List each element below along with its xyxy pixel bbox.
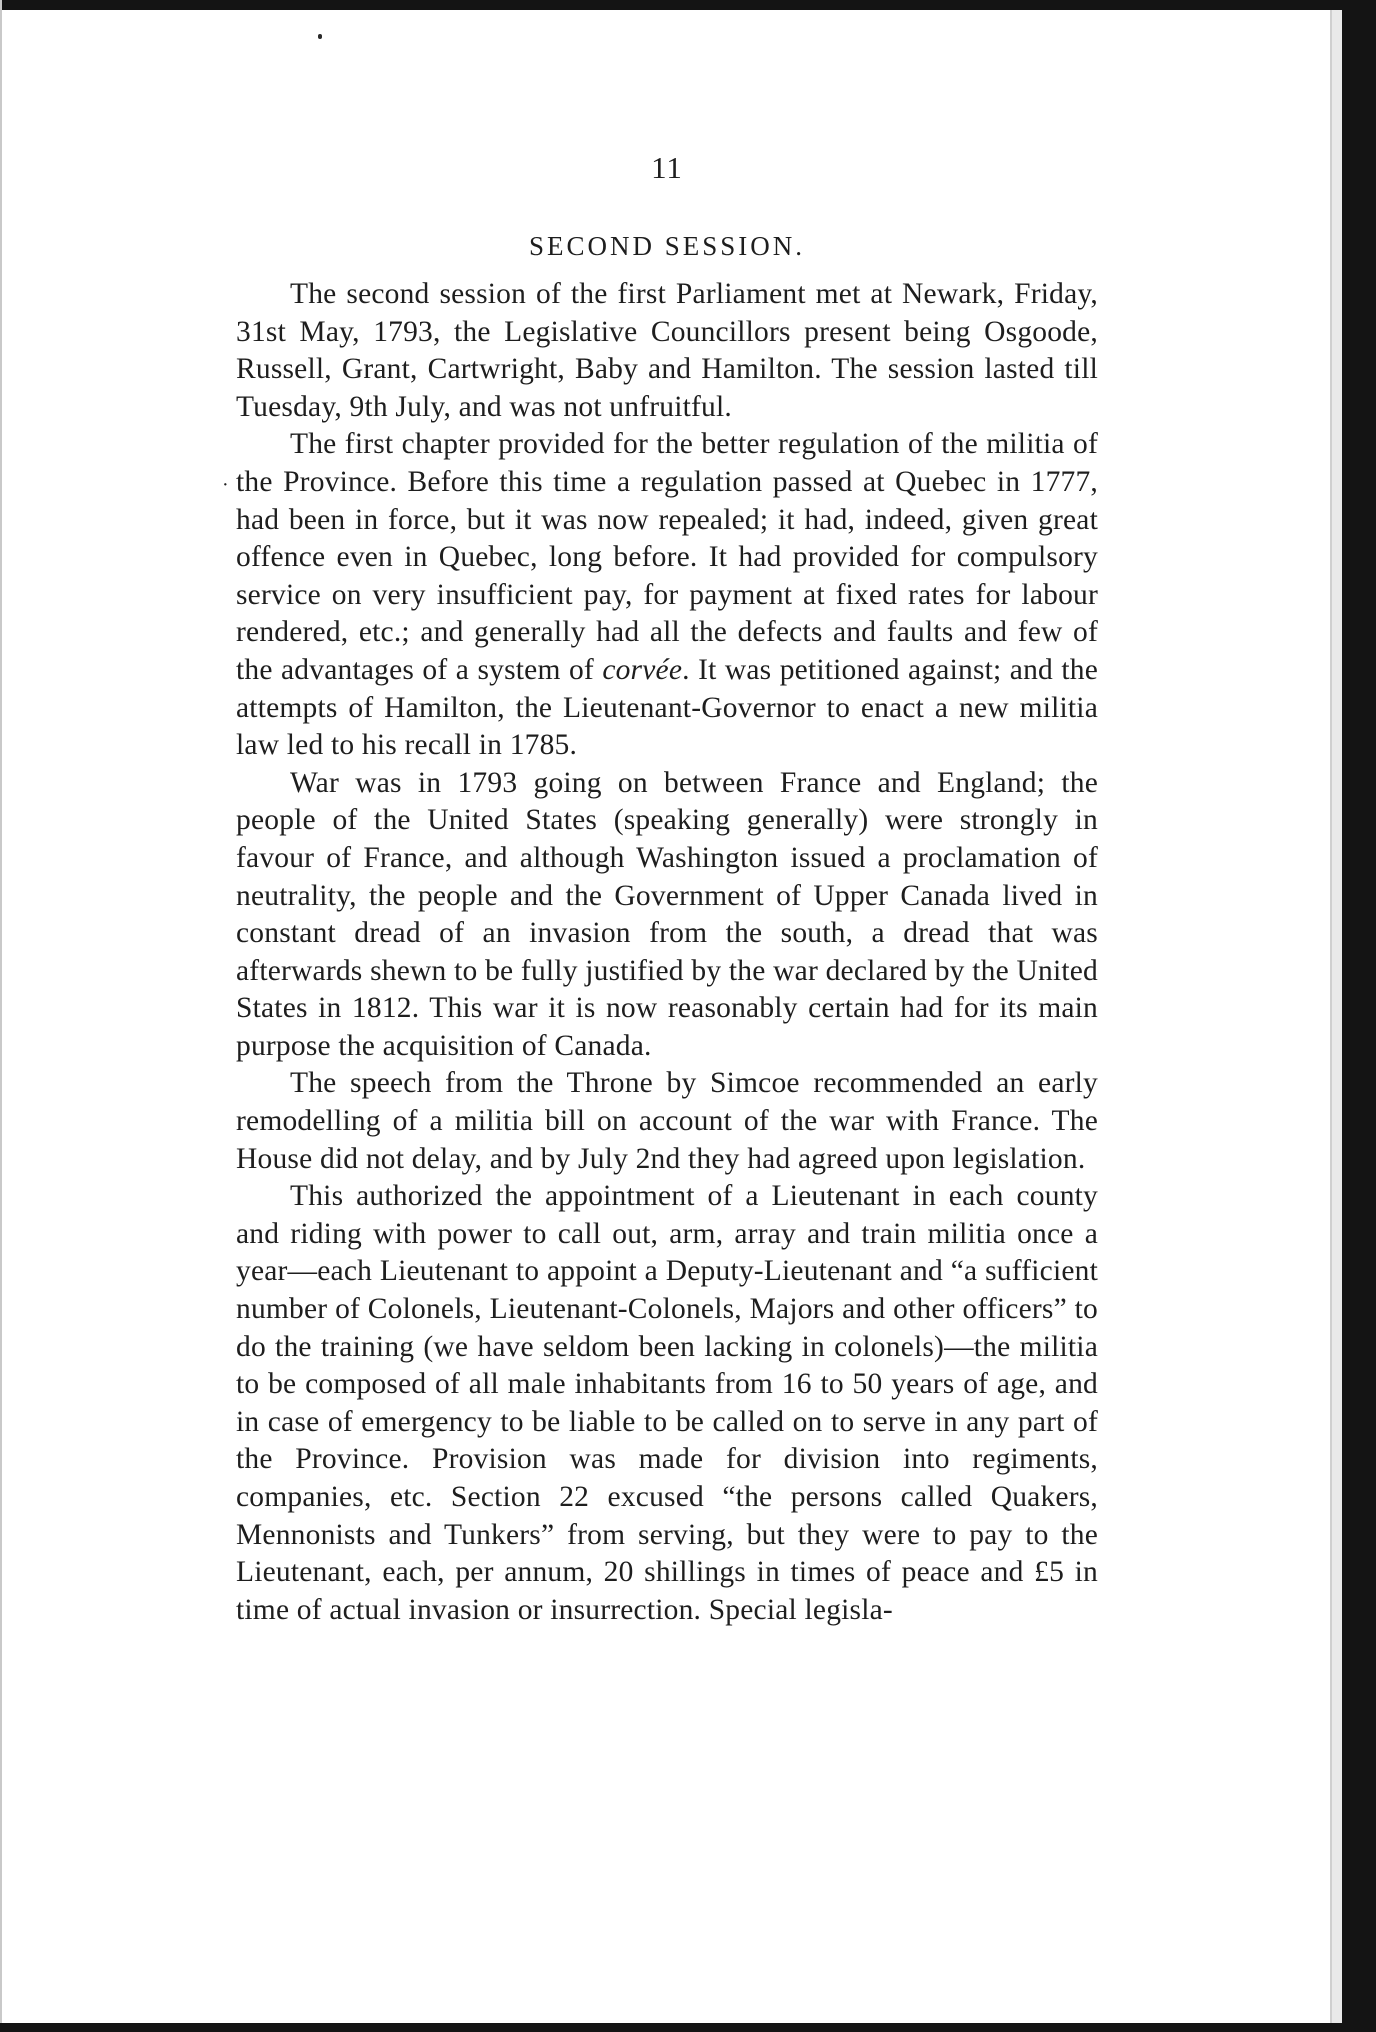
scan-right-border: [1342, 0, 1376, 2032]
margin-mark: ·: [222, 474, 229, 496]
paragraph-1: The second session of the first Parliament met at Newark, Friday, 31st May, 1793, the Legislative Councillors present being Osgoode, Russell, Grant, Cartwright, Baby and Hamilton. The session lasted till Tuesday, 9th July, and was not unfruitful.: [236, 278, 1098, 423]
scan-left-edge: [0, 0, 2, 2032]
page-edge-shadow: [1330, 10, 1342, 2023]
page-number: 11: [651, 150, 683, 185]
paragraph-3: War was in 1793 going on between France and England; the people of the United States (speaking generally) were strongly in favour of France, and although Washington issued a proclamation of neutrality, the people and the Government of Upper Canada lived in constant dread of an invasion from the south, a dread that was afterwards shewn to be fully justified by the war declared by the United States in 1812. This war it is now reasonably certain had for its main purpose the acquisition of Canada.: [236, 766, 1098, 1062]
paragraph-2: The first chapter provided for the better regulation of the militia of the Province. Before this time a regulation passed at Quebec in 1777, had been in force, but it was now repealed; it had, indeed, given great offence even in Quebec, long before. It had provided for compulsory service on very insufficient pay, for payment at fixed rates for labour rendered, etc.; and generally had all the defects and faults and few of the advantages of a system of corvée. It was petitioned against; and the attempts of Hamilton, the Lieutenant-Governor to enact a new militia law led to his recall in 1785.: [236, 428, 1098, 762]
book-page: [236, 140, 1098, 1629]
scan-speck: [318, 34, 322, 39]
scan-top-border: [0, 0, 1376, 10]
section-heading: SECOND SESSION.: [528, 231, 806, 261]
italic-term: corvée: [602, 653, 683, 686]
paragraph-4: The speech from the Throne by Simcoe recommended an early remodelling of a militia bill on account of the war with France. The House did not delay, and by July 2nd they had agreed upon legislation.: [236, 1067, 1098, 1175]
paragraph-5: This authorized the appointment of a Lieutenant in each county and riding with power to call out, arm, array and train militia once a year—each Lieutenant to appoint a Deputy-Lieutenant and “a sufficient number of Colonels, Lieutenant-Colonels, Majors and other officers” to do the training (we have seldom been lacking in colonels)—the militia to be composed of all male inhabitants from 16 to 50 years of age, and in case of emergency to be liable to be called on to serve in any part of the Province. Provision was made for division into regiments, companies, etc. Section 22 excused “the persons called Quakers, Mennonists and Tunkers” from serving, but they were to pay to the Lieutenant, each, per annum, 20 shillings in times of peace and £5 in time of actual invasion or insurrection. Special legisla-: [236, 1180, 1098, 1626]
scan-bottom-border: [0, 2023, 1376, 2032]
